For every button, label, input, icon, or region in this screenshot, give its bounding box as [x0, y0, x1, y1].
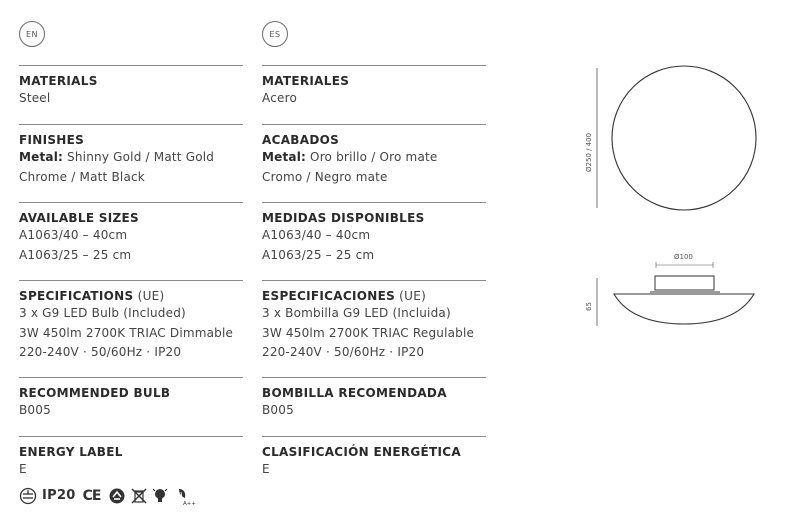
section-medidas	[262, 202, 486, 280]
spec-line: 3W 450lm 2700K TRIAC Regulable	[262, 325, 475, 340]
section-energy-label	[19, 436, 243, 506]
size-line: A1063/25 – 25 cm	[262, 247, 375, 262]
section-materiales	[262, 65, 486, 124]
certification-icons	[19, 486, 243, 506]
column-spanish	[262, 65, 486, 480]
weee-bin-icon	[131, 487, 147, 505]
section-title: MATERIALES	[262, 74, 350, 88]
height-label: 65	[585, 302, 593, 311]
materials-value: Steel	[19, 91, 51, 105]
class-ii-icon	[19, 487, 37, 505]
lang-badge-es: ES	[262, 21, 288, 47]
metal-label: Metal:	[19, 150, 64, 164]
materials-value: Acero	[262, 91, 297, 105]
bulb-value: B005	[19, 403, 51, 417]
spec-line: 220-240V · 50/60Hz · IP20	[262, 345, 425, 359]
specs-title-text: ESPECIFICACIONES	[262, 289, 396, 303]
spec-line: 3 x Bombilla G9 LED (Incluida)	[262, 306, 451, 320]
section-title: RECOMMENDED BULB	[19, 386, 171, 400]
lamp-shade-side	[614, 294, 754, 324]
lang-badge-en: EN	[19, 21, 45, 47]
section-bombilla	[262, 377, 486, 436]
section-title: ENERGY LABEL	[19, 445, 123, 459]
section-especificaciones	[262, 280, 486, 377]
specs-title-sub: (UE)	[133, 289, 165, 303]
energy-value: E	[19, 462, 27, 476]
specs-title-text: SPECIFICATIONS	[19, 289, 134, 303]
section-title: BOMBILLA RECOMENDADA	[262, 386, 447, 400]
bulb-value: B005	[262, 403, 294, 417]
finishes-line-1	[262, 148, 486, 168]
diameter-label: Ø250 / 400	[585, 132, 593, 172]
lamp-front-circle	[612, 66, 756, 210]
spec-line: 3 x G9 LED Bulb (Included)	[19, 306, 186, 320]
section-sizes	[19, 202, 243, 280]
section-title	[19, 288, 243, 304]
column-english	[19, 65, 243, 506]
section-title: MATERIALS	[19, 74, 98, 88]
energy-class-icon	[173, 486, 196, 507]
section-clasificacion	[262, 436, 486, 480]
energy-class-text: A++	[182, 500, 196, 507]
technical-drawing	[570, 60, 770, 330]
section-materials	[19, 65, 243, 124]
ip-rating: IP20	[42, 488, 76, 503]
size-line: A1063/40 – 40cm	[19, 228, 128, 242]
section-title: ACABADOS	[262, 133, 340, 147]
recycling-icon	[108, 487, 126, 505]
metal-label: Metal:	[262, 150, 307, 164]
section-title: CLASIFICACIÓN ENERGÉTICA	[262, 445, 461, 459]
section-title	[262, 288, 486, 304]
size-line: A1063/25 – 25 cm	[19, 247, 132, 262]
section-finishes	[19, 124, 243, 202]
led-bulb-icon	[152, 487, 168, 505]
spec-line: 220-240V · 50/60Hz · IP20	[19, 345, 182, 359]
energy-value: E	[262, 462, 270, 476]
finishes-line-2: Cromo / Negro mate	[262, 169, 388, 184]
lamp-base-rect	[655, 276, 714, 290]
section-title: FINISHES	[19, 133, 85, 147]
section-title: AVAILABLE SIZES	[19, 211, 139, 225]
size-line: A1063/40 – 40cm	[262, 228, 371, 242]
finishes-line-2: Chrome / Matt Black	[19, 169, 145, 184]
section-recommended-bulb	[19, 377, 243, 436]
section-acabados	[262, 124, 486, 202]
spec-line: 3W 450lm 2700K TRIAC Dimmable	[19, 325, 234, 340]
specs-title-sub: (UE)	[395, 289, 427, 303]
section-title: MEDIDAS DISPONIBLES	[262, 211, 425, 225]
finishes-metal-values: Shinny Gold / Matt Gold	[63, 150, 215, 164]
base-diameter-label: Ø100	[674, 253, 693, 261]
finishes-metal-values: Oro brillo / Oro mate	[306, 150, 438, 164]
finishes-line-1	[19, 148, 243, 168]
ce-mark-icon: CE	[82, 487, 101, 504]
section-specifications	[19, 280, 243, 377]
